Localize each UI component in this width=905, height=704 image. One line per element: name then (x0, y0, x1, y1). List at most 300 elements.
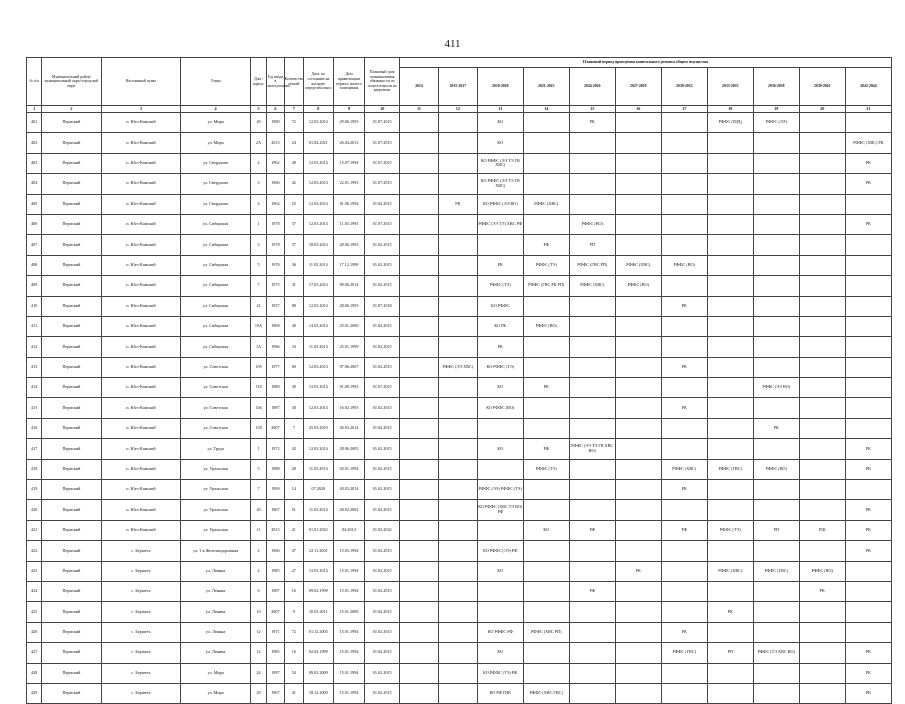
cell-house: 11 (250, 520, 266, 540)
cell-date-privatization: 25.01.1999 (333, 337, 365, 357)
cell-period-2036-2038 (753, 398, 799, 418)
cell-settlement: п. Юго-Камский (101, 276, 181, 296)
cell-settlement: п. Юго-Камский (101, 378, 181, 398)
cell-period-2027-2029 (615, 418, 661, 438)
cell-settlement: п. Юго-Камский (101, 500, 181, 520)
cell-period-2018-2020: КО РФФС (ЭЭ ТЭ ГВ ХВС) (477, 174, 523, 194)
cell-date-status: 01.01.2022 (304, 520, 334, 540)
column-number: 17 (661, 106, 707, 113)
cell-street: ул. 1-я Железнодорожная (181, 541, 251, 561)
cell-street: ул. Ленина (181, 602, 251, 622)
cell-settlement: п. Юго-Камский (101, 194, 181, 214)
cell-period-2027-2029 (615, 398, 661, 418)
cell-street: ул. Сибирская (181, 255, 251, 275)
cell-settlement: п. Юго-Камский (101, 214, 181, 234)
cell-date-privatization: 22.01.1993 (333, 174, 365, 194)
cell-row-no: 415 (27, 398, 42, 418)
cell-period-2021-2023: РК (523, 378, 569, 398)
cell-period-2039-2041 (799, 316, 845, 336)
cell-house: 4 (250, 194, 266, 214)
cell-row-no: 409 (27, 276, 42, 296)
cell-date-status: 12.03.2014 (304, 398, 334, 418)
cell-period-2039-2041 (799, 255, 845, 275)
table-row (27, 520, 892, 540)
cell-date-privatization: 11.03.1993 (333, 214, 365, 234)
header-period-2024-2026: 2024-2026 (569, 68, 615, 106)
cell-period-2024-2026 (569, 357, 615, 377)
cell-year-built: 2007 (267, 418, 284, 438)
cell-period-2030-2032 (661, 235, 707, 255)
cell-settlement: с. Бершеть (101, 643, 181, 663)
cell-period-2015-2017 (438, 500, 477, 520)
cell-period-2014 (400, 337, 439, 357)
cell-year-built: 1988 (267, 459, 284, 479)
cell-street: ул. Уральская (181, 459, 251, 479)
column-number: 15 (569, 106, 615, 113)
cell-period-2024-2026: РК (569, 113, 615, 133)
cell-row-no: 418 (27, 459, 42, 479)
cell-year-built: 1971 (267, 622, 284, 642)
cell-deadline: 01.07.2018 (365, 296, 400, 316)
cell-period-2024-2026 (569, 602, 615, 622)
cell-municipality: Пермский (42, 683, 101, 703)
cell-period-2036-2038: РФФС (ЭЭ ВО) (753, 378, 799, 398)
cell-period-2036-2038 (753, 296, 799, 316)
table-row (27, 663, 892, 683)
cell-row-no: 403 (27, 153, 42, 173)
cell-settlement: п. Юго-Камский (101, 316, 181, 336)
cell-floors: 51 (284, 500, 303, 520)
cell-period-2036-2038 (753, 602, 799, 622)
cell-date-privatization: 01.06.1994 (333, 194, 365, 214)
cell-row-no: 419 (27, 480, 42, 500)
cell-period-2033-2035: РК (707, 602, 753, 622)
table-row (27, 500, 892, 520)
cell-settlement: п. Юго-Камский (101, 235, 181, 255)
cell-house: 3 (250, 174, 266, 194)
cell-period-2036-2038: РК (753, 418, 799, 438)
cell-date-status: 12.03.2014 (304, 113, 334, 133)
cell-street: ул. Сибирская (181, 276, 251, 296)
cell-period-2021-2023: РФФС (ХВС) (523, 194, 569, 214)
cell-municipality: Пермский (42, 133, 101, 153)
cell-year-built: 1957 (267, 296, 284, 316)
cell-street: ул. Сибирская (181, 316, 251, 336)
cell-row-no: 416 (27, 418, 42, 438)
cell-street: ул. Свердлова (181, 153, 251, 173)
column-number: 1 (27, 106, 42, 113)
cell-date-privatization: 09.06.2014 (333, 276, 365, 296)
cell-period-2014 (400, 643, 439, 663)
cell-period-2027-2029 (615, 174, 661, 194)
cell-period-2021-2023: РФ (523, 235, 569, 255)
cell-period-2014 (400, 439, 439, 459)
cell-settlement: п. Юго-Камский (101, 113, 181, 133)
cell-street: ул. Уральская (181, 480, 251, 500)
cell-period-2042-2044: РК (845, 663, 891, 683)
page-number: 411 (444, 38, 461, 50)
header-year-built: Год ввода в эксплуатацию (267, 58, 284, 106)
cell-period-2042-2044 (845, 337, 891, 357)
table-row (27, 296, 892, 316)
cell-period-2042-2044 (845, 561, 891, 581)
cell-period-2027-2029 (615, 581, 661, 601)
cell-period-2042-2044 (845, 276, 891, 296)
cell-municipality: Пермский (42, 500, 101, 520)
cell-period-2027-2029 (615, 459, 661, 479)
cell-house: 24 (250, 663, 266, 683)
cell-year-built: 1967 (267, 500, 284, 520)
cell-municipality: Пермский (42, 255, 101, 275)
cell-period-2042-2044 (845, 296, 891, 316)
cell-house: 1А (250, 337, 266, 357)
cell-period-2042-2044 (845, 194, 891, 214)
cell-period-2027-2029 (615, 602, 661, 622)
cell-period-2036-2038: РФФС (ТЭ ХВС ВО) (753, 643, 799, 663)
cell-date-status: 14.03.2014 (304, 316, 334, 336)
cell-row-no: 427 (27, 643, 42, 663)
cell-date-status: 12.03.2014 (304, 296, 334, 316)
cell-row-no: 423 (27, 561, 42, 581)
cell-year-built: 2007 (267, 602, 284, 622)
cell-period-2039-2041 (799, 439, 845, 459)
cell-period-2021-2023: РФФС (ТЭ) (523, 459, 569, 479)
cell-period-2021-2023 (523, 133, 569, 153)
cell-period-2042-2044: РК (845, 174, 891, 194)
table-row (27, 174, 892, 194)
cell-year-built: 2013 (267, 520, 284, 540)
cell-year-built: 1975 (267, 276, 284, 296)
cell-year-built: 1980 (267, 378, 284, 398)
cell-settlement: с. Бершеть (101, 622, 181, 642)
cell-period-2018-2020: РФФС (ЭЭ) РФФС (ТЭ) (477, 480, 523, 500)
header-row-main (27, 58, 892, 68)
column-number: 8 (304, 106, 334, 113)
cell-row-no: 428 (27, 663, 42, 683)
cell-date-status: 01.04.2021 (304, 133, 334, 153)
cell-period-2039-2041 (799, 480, 845, 500)
cell-period-2018-2020: КО РФ ПЗК (477, 683, 523, 703)
cell-period-2021-2023 (523, 602, 569, 622)
cell-period-2014 (400, 561, 439, 581)
cell-floors: 16 (284, 581, 303, 601)
cell-period-2015-2017 (438, 235, 477, 255)
table-row (27, 133, 892, 153)
cell-period-2030-2032 (661, 602, 707, 622)
cell-date-status: 07.2020 (304, 480, 334, 500)
cell-municipality: Пермский (42, 663, 101, 683)
cell-settlement: с. Бершеть (101, 602, 181, 622)
cell-street: ул. Сибирская (181, 214, 251, 234)
cell-period-2042-2044 (845, 255, 891, 275)
cell-period-2036-2038 (753, 500, 799, 520)
cell-date-privatization: 04.2014 (333, 520, 365, 540)
cell-period-2024-2026 (569, 622, 615, 642)
cell-period-2015-2017 (438, 622, 477, 642)
cell-period-2015-2017 (438, 561, 477, 581)
cell-period-2036-2038 (753, 133, 799, 153)
cell-date-privatization: 20.03.2014 (333, 418, 365, 438)
cell-period-2014 (400, 663, 439, 683)
cell-period-2027-2029 (615, 153, 661, 173)
cell-period-2030-2032 (661, 113, 707, 133)
cell-period-2042-2044: РК (845, 214, 891, 234)
cell-period-2024-2026 (569, 500, 615, 520)
cell-date-privatization: 15.01.1994 (333, 561, 365, 581)
cell-municipality: Пермский (42, 194, 101, 214)
cell-municipality: Пермский (42, 174, 101, 194)
cell-floors: 27 (284, 561, 303, 581)
cell-municipality: Пермский (42, 235, 101, 255)
cell-period-2024-2026 (569, 174, 615, 194)
cell-period-2030-2032 (661, 276, 707, 296)
cell-period-2015-2017 (438, 398, 477, 418)
cell-year-built: 1966 (267, 174, 284, 194)
cell-settlement: п. Юго-Камский (101, 296, 181, 316)
cell-date-status: 12.03.2014 (304, 153, 334, 173)
cell-period-2015-2017 (438, 174, 477, 194)
cell-house: 150 (250, 418, 266, 438)
cell-settlement: п. Юго-Камский (101, 439, 181, 459)
cell-row-no: 410 (27, 296, 42, 316)
cell-period-2030-2032: РФФС (ГВС) (661, 643, 707, 663)
cell-period-2027-2029 (615, 316, 661, 336)
cell-period-2030-2032: РК (661, 622, 707, 642)
cell-period-2024-2026 (569, 296, 615, 316)
cell-period-2024-2026: РП (569, 235, 615, 255)
cell-period-2033-2035 (707, 663, 753, 683)
cell-date-status: 12.03.2014 (304, 194, 334, 214)
cell-floors: 28 (284, 459, 303, 479)
cell-municipality: Пермский (42, 439, 101, 459)
cell-municipality: Пермский (42, 561, 101, 581)
cell-period-2018-2020 (477, 418, 523, 438)
cell-period-2027-2029 (615, 235, 661, 255)
cell-row-no: 402 (27, 133, 42, 153)
cell-row-no: 429 (27, 683, 42, 703)
cell-municipality: Пермский (42, 296, 101, 316)
cell-date-privatization: 07.06.2007 (333, 357, 365, 377)
cell-date-privatization: 15.03.1994 (333, 541, 365, 561)
cell-period-2021-2023 (523, 153, 569, 173)
cell-street: ул. Советская (181, 398, 251, 418)
header-house: Дом / корпус (250, 58, 266, 106)
cell-deadline: 01.02.2015 (365, 622, 400, 642)
cell-municipality: Пермский (42, 337, 101, 357)
cell-period-2036-2038: РФФС (ГВС) (753, 561, 799, 581)
cell-period-2033-2035 (707, 337, 753, 357)
cell-date-status: 13.03.2014 (304, 378, 334, 398)
cell-period-2014 (400, 235, 439, 255)
cell-date-status: 09.02.1999 (304, 581, 334, 601)
cell-period-2033-2035 (707, 398, 753, 418)
cell-municipality: Пермский (42, 113, 101, 133)
cell-period-2030-2032 (661, 683, 707, 703)
cell-date-privatization: 16.02.1993 (333, 398, 365, 418)
cell-floors: 60 (284, 357, 303, 377)
cell-date-status: 10.03.2011 (304, 602, 334, 622)
cell-period-2018-2020: КО РФФС (ЭЭ ВО) (477, 194, 523, 214)
table-row (27, 113, 892, 133)
cell-municipality: Пермский (42, 622, 101, 642)
cell-deadline: 01.02.2015 (365, 276, 400, 296)
header-date-status: Дата, по состоянию на которую определен износ (304, 58, 334, 106)
cell-period-2021-2023 (523, 561, 569, 581)
cell-period-2015-2017 (438, 480, 477, 500)
cell-period-2015-2017: РФФС (ЭЭ ХВС) (438, 357, 477, 377)
cell-period-2033-2035 (707, 316, 753, 336)
cell-floors: 34 (284, 337, 303, 357)
cell-row-no: 424 (27, 581, 42, 601)
column-number: 7 (284, 106, 303, 113)
cell-date-privatization: 15.01.2009 (333, 602, 365, 622)
cell-deadline: 01.02.2022 (365, 520, 400, 540)
cell-floors: 53 (284, 194, 303, 214)
cell-period-2024-2026 (569, 378, 615, 398)
cell-date-privatization: 01.09.1993 (333, 378, 365, 398)
cell-settlement: п. Юго-Камский (101, 480, 181, 500)
cell-period-2015-2017 (438, 113, 477, 133)
cell-period-2033-2035 (707, 255, 753, 275)
cell-date-privatization: 15.01.1994 (333, 683, 365, 703)
cell-period-2027-2029 (615, 622, 661, 642)
cell-floors: 41 (284, 683, 303, 703)
cell-period-2036-2038 (753, 255, 799, 275)
cell-street: ул. Ленина (181, 561, 251, 581)
cell-municipality: Пермский (42, 214, 101, 234)
cell-period-2039-2041 (799, 378, 845, 398)
cell-period-2018-2020: КО РФФС (ВО) (477, 398, 523, 418)
cell-period-2039-2041 (799, 602, 845, 622)
cell-period-2018-2020 (477, 235, 523, 255)
cell-floors: 30 (284, 378, 303, 398)
cell-period-2030-2032 (661, 316, 707, 336)
cell-deadline: 01.02.2015 (365, 663, 400, 683)
cell-floors: 72 (284, 622, 303, 642)
cell-period-2024-2026: РФФС (ГВС РП) (569, 255, 615, 275)
cell-house: 2 (250, 153, 266, 173)
cell-house: 6 (250, 581, 266, 601)
cell-period-2014 (400, 357, 439, 377)
cell-period-2021-2023: КО (523, 520, 569, 540)
cell-period-2039-2041 (799, 153, 845, 173)
cell-municipality: Пермский (42, 398, 101, 418)
cell-period-2015-2017 (438, 643, 477, 663)
cell-period-2030-2032 (661, 581, 707, 601)
cell-deadline: 01.07.2015 (365, 113, 400, 133)
cell-period-2036-2038 (753, 541, 799, 561)
cell-date-status: 25.03.2019 (304, 418, 334, 438)
cell-row-no: 413 (27, 357, 42, 377)
cell-date-privatization: 15.01.1994 (333, 663, 365, 683)
cell-street: ул. Сибирская (181, 296, 251, 316)
cell-period-2033-2035 (707, 194, 753, 214)
cell-house: 3 (250, 235, 266, 255)
table-row (27, 602, 892, 622)
cell-municipality: Пермский (42, 418, 101, 438)
cell-house: 105 (250, 357, 266, 377)
cell-period-2027-2029 (615, 663, 661, 683)
cell-period-2018-2020 (477, 581, 523, 601)
cell-deadline: 01.02.2015 (365, 439, 400, 459)
cell-period-2030-2032 (661, 439, 707, 459)
cell-street: ул. Мира (181, 663, 251, 683)
header-period-2014: 2014 (400, 68, 439, 106)
cell-settlement: с. Бершеть (101, 541, 181, 561)
cell-period-2018-2020: КО РФФС (ЭЭ) РФ (477, 541, 523, 561)
cell-period-2024-2026: РФ (569, 581, 615, 601)
cell-row-no: 408 (27, 255, 42, 275)
table-row (27, 235, 892, 255)
header-period-2027-2029: 2027-2029 (615, 68, 661, 106)
cell-date-status: 12.03.2014 (304, 439, 334, 459)
cell-period-2039-2041 (799, 214, 845, 234)
cell-period-2033-2035 (707, 418, 753, 438)
cell-street: ул. Свердлова (181, 194, 251, 214)
cell-floors: 42 (284, 174, 303, 194)
cell-period-2036-2038 (753, 622, 799, 642)
header-floors: Количество этажей (284, 58, 303, 106)
cell-period-2039-2041 (799, 683, 845, 703)
cell-period-2015-2017 (438, 520, 477, 540)
cell-floors: 54 (284, 663, 303, 683)
cell-year-built: 1980 (267, 113, 284, 133)
column-number: 10 (365, 106, 400, 113)
cell-period-2030-2032 (661, 194, 707, 214)
cell-period-2015-2017 (438, 663, 477, 683)
cell-deadline: 01.07.2015 (365, 214, 400, 234)
column-number: 12 (438, 106, 477, 113)
cell-house: 21 (250, 296, 266, 316)
cell-settlement: п. Юго-Камский (101, 174, 181, 194)
cell-period-2030-2032 (661, 214, 707, 234)
cell-period-2015-2017 (438, 602, 477, 622)
cell-period-2027-2029 (615, 520, 661, 540)
cell-period-2039-2041 (799, 113, 845, 133)
cell-row-no: 401 (27, 113, 42, 133)
column-number: 19 (753, 106, 799, 113)
cell-period-2042-2044 (845, 316, 891, 336)
cell-date-status: 11.03.2014 (304, 337, 334, 357)
cell-deadline: 01.02.2015 (365, 500, 400, 520)
header-deadline: Плановый срок возникновения обязанности по оплате взносов на капремонт (365, 58, 400, 106)
cell-period-2021-2023 (523, 337, 569, 357)
cell-period-2018-2020: КО РФФС (ХВС ТЭ ВО) РФ (477, 500, 523, 520)
cell-row-no: 407 (27, 235, 42, 255)
cell-period-2015-2017 (438, 296, 477, 316)
cell-house: 14 (250, 643, 266, 663)
cell-period-2027-2029 (615, 480, 661, 500)
column-number: 6 (267, 106, 284, 113)
cell-period-2014 (400, 459, 439, 479)
cell-deadline: 01.02.2015 (365, 255, 400, 275)
cell-period-2014 (400, 194, 439, 214)
cell-date-status: 13.03.2014 (304, 561, 334, 581)
table-row (27, 255, 892, 275)
cell-settlement: п. Юго-Камский (101, 520, 181, 540)
cell-period-2030-2032 (661, 337, 707, 357)
cell-period-2018-2020: КО (477, 643, 523, 663)
cell-municipality: Пермский (42, 541, 101, 561)
cell-street: ул. Свердлова (181, 174, 251, 194)
cell-settlement: п. Юго-Камский (101, 459, 181, 479)
cell-date-status: 17.03.2014 (304, 276, 334, 296)
cell-settlement: с. Бершеть (101, 683, 181, 703)
column-number: 13 (477, 106, 523, 113)
header-period-2033-2035: 2033-2035 (707, 68, 753, 106)
cell-street: ул. Ленина (181, 643, 251, 663)
cell-period-2033-2035 (707, 296, 753, 316)
